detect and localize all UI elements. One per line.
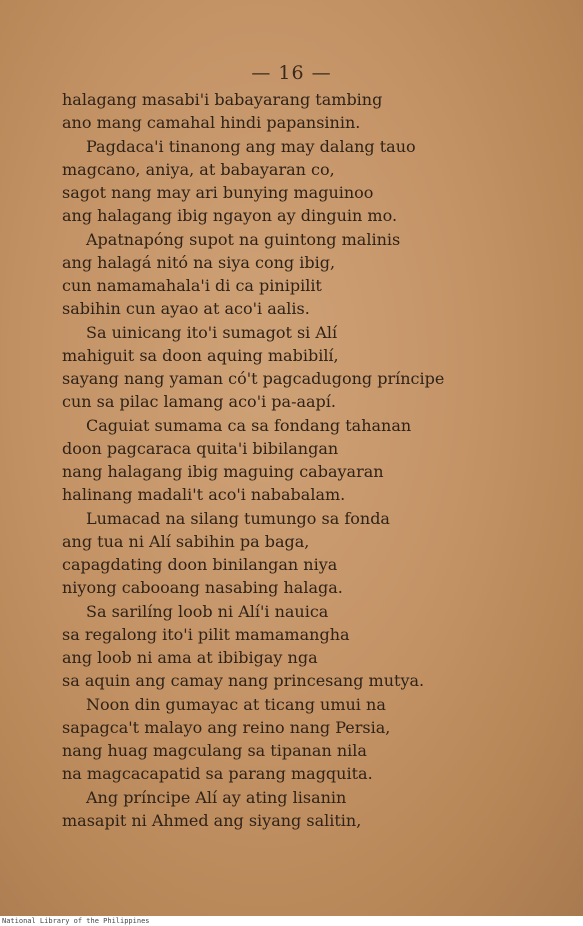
verse-line: nang halagang ibig maguing cabayaran — [62, 462, 384, 481]
stanza — [62, 88, 522, 134]
verse-line: ang tua ni Alí sabihin pa baga, — [62, 532, 310, 551]
verse-line: magcano, aniya, at babayaran co, — [62, 160, 335, 179]
verse-line: sagot nang may ari bunying maguinoo — [62, 183, 374, 202]
verse-line: Ang príncipe Alí ay ating lisanin — [86, 788, 347, 807]
verse-line: sa aquin ang camay nang princesang mutya. — [62, 671, 425, 690]
verse-line: Pagdaca'i tinanong ang may dalang tauo — [86, 137, 416, 156]
verse-line: sayang nang yaman có't pagcadugong príncipe — [62, 369, 445, 388]
verse-line: Apatnapóng supot na guintong malinis — [86, 230, 401, 249]
stanza — [62, 507, 522, 599]
verse-line: halinang madali't aco'i nababalam. — [62, 485, 346, 504]
verse-line: niyong cabooang nasabing halaga. — [62, 578, 343, 597]
verse-line: Sa uinicang ito'i sumagot si Alí — [86, 323, 338, 342]
verse-line: Caguiat sumama ca sa fondang tahanan — [86, 416, 412, 435]
verse-line: cun sa pilac lamang aco'i pa-aapí. — [62, 392, 336, 411]
verse-line: cun namamahala'i di ca pinipilit — [62, 276, 322, 295]
verse-line: nang huag magculang sa tipanan nila — [62, 741, 367, 760]
verse-line: halagang masabi'i babayarang tambing — [62, 90, 383, 109]
verse-line: ang halagang ibig ngayon ay dinguin mo. — [62, 206, 398, 225]
verse-line: sa regalong ito'i pilit mamamangha — [62, 625, 350, 644]
verse-line: Noon din gumayac at ticang umui na — [86, 695, 386, 714]
footer — [0, 916, 583, 926]
poem-text — [62, 88, 522, 833]
stanza — [62, 135, 522, 227]
verse-line: doon pagcaraca quita'i bibilangan — [62, 439, 339, 458]
verse-line: ang halagá nitó na siya cong ibig, — [62, 253, 336, 272]
stanza — [62, 414, 522, 506]
stanza — [62, 600, 522, 692]
verse-line: capagdating doon binilangan niya — [62, 555, 338, 574]
verse-line: masapit ni Ahmed ang siyang salitin, — [62, 811, 362, 830]
page-number: — 16 — — [251, 62, 332, 84]
stanza — [62, 228, 522, 320]
verse-line: ang loob ni ama at ibibigay nga — [62, 648, 318, 667]
stanza — [62, 693, 522, 785]
verse-line: Sa sarilíng loob ni Alí'i nauica — [86, 602, 329, 621]
verse-line: sabihin cun ayao at aco'i aalis. — [62, 299, 310, 318]
verse-line: sapagca't malayo ang reino nang Persia, — [62, 718, 391, 737]
stanza — [62, 321, 522, 413]
footer-credit: National Library of the Philippines — [2, 917, 150, 925]
verse-line: Lumacad na silang tumungo sa fonda — [86, 509, 390, 528]
verse-line: ano mang camahal hindi papansinin. — [62, 113, 361, 132]
verse-line: mahiguit sa doon aquing mabibilí, — [62, 346, 339, 365]
verse-line: na magcacapatid sa parang magquita. — [62, 764, 373, 783]
stanza — [62, 786, 522, 832]
